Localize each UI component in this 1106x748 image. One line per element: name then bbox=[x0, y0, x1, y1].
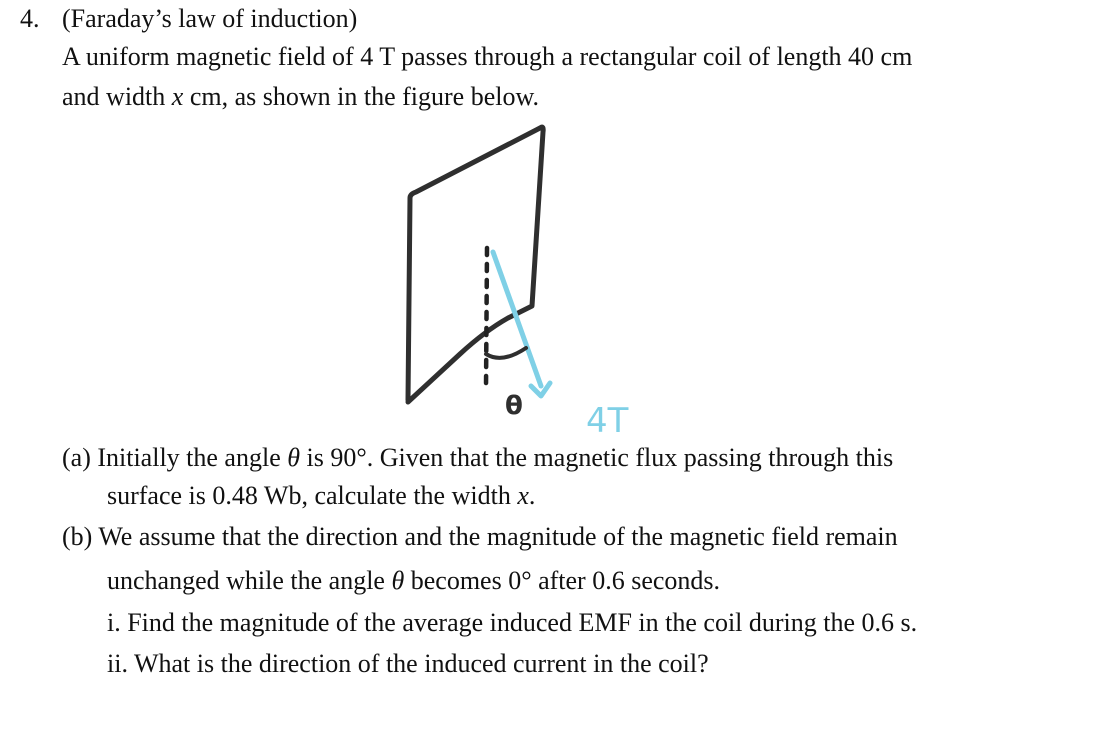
field-strength-label: 4T bbox=[586, 401, 629, 440]
dashed-reference-line bbox=[486, 248, 487, 388]
variable-x: x bbox=[517, 481, 529, 510]
variable-x: x bbox=[171, 82, 184, 111]
part-b-line-1: (b) We assume that the direction and the magnitude of the magnetic field remain bbox=[62, 522, 898, 551]
part-b-line-2: unchanged while the angle θ becomes 0° after 0.6 seconds. bbox=[107, 566, 721, 595]
part-a-line-2: surface is 0.48 Wb, calculate the width x. bbox=[107, 481, 536, 510]
question-number: 4. bbox=[20, 4, 40, 33]
question-title: (Faraday’s law of induction) bbox=[62, 4, 358, 33]
part-b-sub-ii: ii. What is the direction of the induced current in the coil? bbox=[107, 649, 709, 678]
theta-symbol: θ bbox=[391, 566, 405, 595]
coil-outline bbox=[408, 127, 543, 402]
angle-arc bbox=[486, 348, 526, 358]
part-b-sub-i: i. Find the magnitude of the average induced EMF in the coil during the 0.6 s. bbox=[107, 608, 918, 637]
angle-label: θ bbox=[505, 391, 523, 421]
question-intro-line-2: and width x cm, as shown in the figure below. bbox=[62, 82, 540, 111]
theta-symbol: θ bbox=[287, 443, 301, 472]
question-intro-line-1: A uniform magnetic field of 4 T passes through a rectangular coil of length 40 cm bbox=[62, 42, 913, 71]
coil-figure bbox=[390, 118, 670, 440]
part-a-line-1: (a) Initially the angle θ is 90°. Given that the magnetic flux passing through this bbox=[62, 443, 894, 472]
